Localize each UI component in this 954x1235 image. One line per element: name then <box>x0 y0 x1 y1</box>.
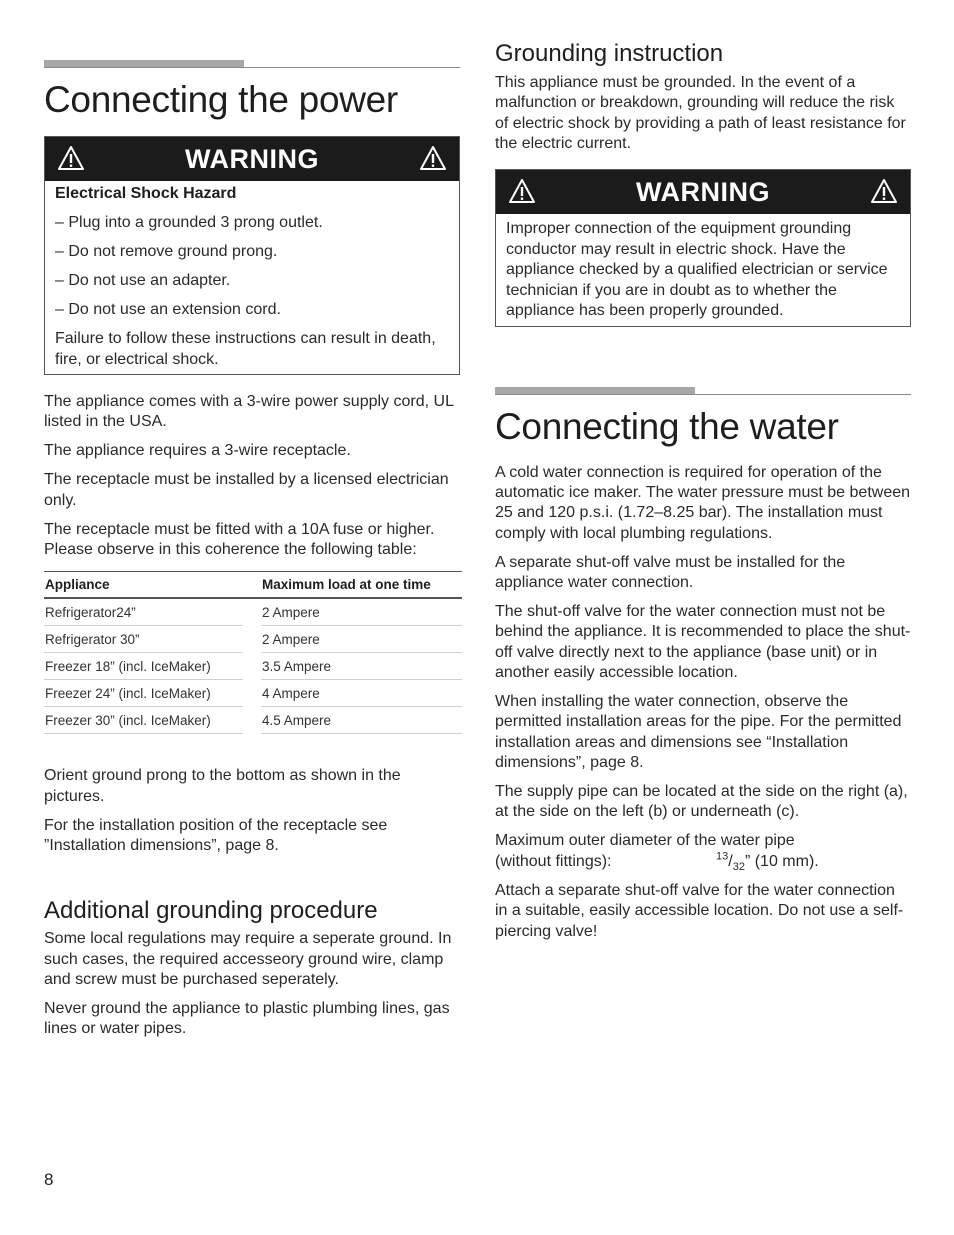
warning-label: WARNING <box>185 144 319 174</box>
paragraph: Attach a separate shut-off valve for the water connection in a suitable, easily accessible location. Do not use a self-piercing valve! <box>495 882 904 940</box>
diameter-label: (without fittings): <box>495 852 612 870</box>
section-rule <box>495 387 911 395</box>
table-cell: Refrigerator24” <box>44 598 243 626</box>
fraction-denominator: 32 <box>732 860 745 873</box>
table-cell: 2 Ampere <box>261 598 462 626</box>
warning-body <box>496 214 910 326</box>
warning-item: – Plug into a grounded 3 prong outlet. <box>55 214 323 231</box>
paragraph: The receptacle must be installed by a licensed electrician only. <box>44 471 449 509</box>
grounding-text-block <box>495 73 911 154</box>
warning-item: – Do not remove ground prong. <box>55 243 278 260</box>
table-row <box>44 626 462 653</box>
paragraph: Some local regulations may require a seperate ground. In such cases, the required accesseory ground wire, clamp and screw must be purchased seperately. <box>44 930 452 989</box>
paragraph: Orient ground prong to the bottom as shown in the pictures. <box>44 767 401 805</box>
table-cell: Freezer 30” (incl. IceMaker) <box>44 707 243 734</box>
warning-item: – Do not use an adapter. <box>55 272 231 289</box>
paragraph: A separate shut-off valve must be installed for the appliance water connection. <box>495 553 846 591</box>
table-cell: Freezer 24” (incl. IceMaker) <box>44 680 243 707</box>
section-rule <box>44 60 460 68</box>
warning-body <box>45 181 459 374</box>
paragraph: The supply pipe can be located at the side on the right (a), at the side on the left (b) or underneath (c). <box>495 783 908 821</box>
table-cell: Refrigerator 30” <box>44 626 243 653</box>
diameter-line: Maximum outer diameter of the water pipe <box>495 832 795 850</box>
paragraph: The shut-off valve for the water connection must not be behind the appliance. It is recommended to place the shut-off valve directly next to the appliance (base unit) or in another easily accessible location. <box>495 603 911 681</box>
table-header: Maximum load at one time <box>261 572 462 599</box>
grounding-warning-box <box>495 169 911 327</box>
table-row <box>44 598 462 626</box>
diameter-value: ” (10 mm). <box>744 852 819 870</box>
table-row <box>44 707 462 734</box>
fraction-numerator: 13 <box>716 850 729 863</box>
table-cell: 3.5 Ampere <box>261 653 462 680</box>
warning-triangle-icon <box>870 178 898 204</box>
table-cell: 4.5 Ampere <box>261 707 462 734</box>
paragraph: A cold water connection is required for operation of the automatic ice maker. The water pressure must be between 25 and 120 p.s.i. (1.72–8.25 bar). The installation must comply with local plumbing regulations. <box>495 463 911 542</box>
power-title: Connecting the power <box>44 79 398 120</box>
warning-footer: Failure to follow these instructions can result in death, fire, or electrical shock. <box>55 330 436 368</box>
grounding-heading: Grounding instruction <box>495 40 724 67</box>
table-cell: 4 Ampere <box>261 680 462 707</box>
paragraph: When installing the water connection, observe the permitted installation areas for the pipe. For the permitted installation areas and dimensions see “Installation dimensions”, page 8. <box>495 693 902 771</box>
hazard-title: Electrical Shock Hazard <box>55 185 237 202</box>
warning-label: WARNING <box>636 177 770 208</box>
pipe-diameter: Maximum outer diameter of the water pipe (without fittings): $^{13}/_{32}$” (10 mm). <box>495 832 819 873</box>
paragraph: The appliance requires a 3-wire receptacle. <box>44 442 351 460</box>
paragraph: This appliance must be grounded. In the event of a malfunction or breakdown, grounding will reduce the risk of electric shock by providing a path of least resistance for the electric current. <box>495 74 906 152</box>
paragraph: The appliance comes with a 3-wire power supply cord, UL listed in the USA. <box>44 393 454 431</box>
prong-paragraphs <box>44 766 460 856</box>
warning-header <box>496 170 910 214</box>
paragraph: For the installation position of the receptacle see ”Installation dimensions”, page 8. <box>44 816 388 855</box>
load-table <box>44 571 462 734</box>
power-paragraphs <box>44 392 460 560</box>
additional-grounding-heading: Additional grounding procedure <box>44 897 378 925</box>
table-cell: 2 Ampere <box>261 626 462 653</box>
page-number: 8 <box>44 1170 54 1189</box>
water-paragraphs <box>495 463 911 942</box>
paragraph: The receptacle must be fitted with a 10A fuse or higher. Please observe in this coherence the following table: <box>44 520 435 559</box>
power-warning-box <box>44 136 460 375</box>
table-row <box>44 680 462 707</box>
warning-triangle-icon <box>419 145 447 171</box>
additional-grounding-text <box>44 929 460 1039</box>
left-column <box>44 0 460 1049</box>
table-header-row <box>44 572 462 599</box>
warning-text: Improper connection of the equipment grounding conductor may result in electric shock. Have the appliance checked by a qualified electrician or service technician if you are in doubt as to whether the appliance has been properly grounded. <box>506 220 888 320</box>
water-title: Connecting the water <box>495 405 839 447</box>
table-row <box>44 653 462 680</box>
right-column <box>495 0 911 951</box>
warning-header <box>45 137 459 181</box>
warning-item: – Do not use an extension cord. <box>55 301 281 318</box>
table-header: Appliance <box>44 572 243 599</box>
table-cell: Freezer 18” (incl. IceMaker) <box>44 653 243 680</box>
paragraph: Never ground the appliance to plastic plumbing lines, gas lines or water pipes. <box>44 1000 450 1038</box>
